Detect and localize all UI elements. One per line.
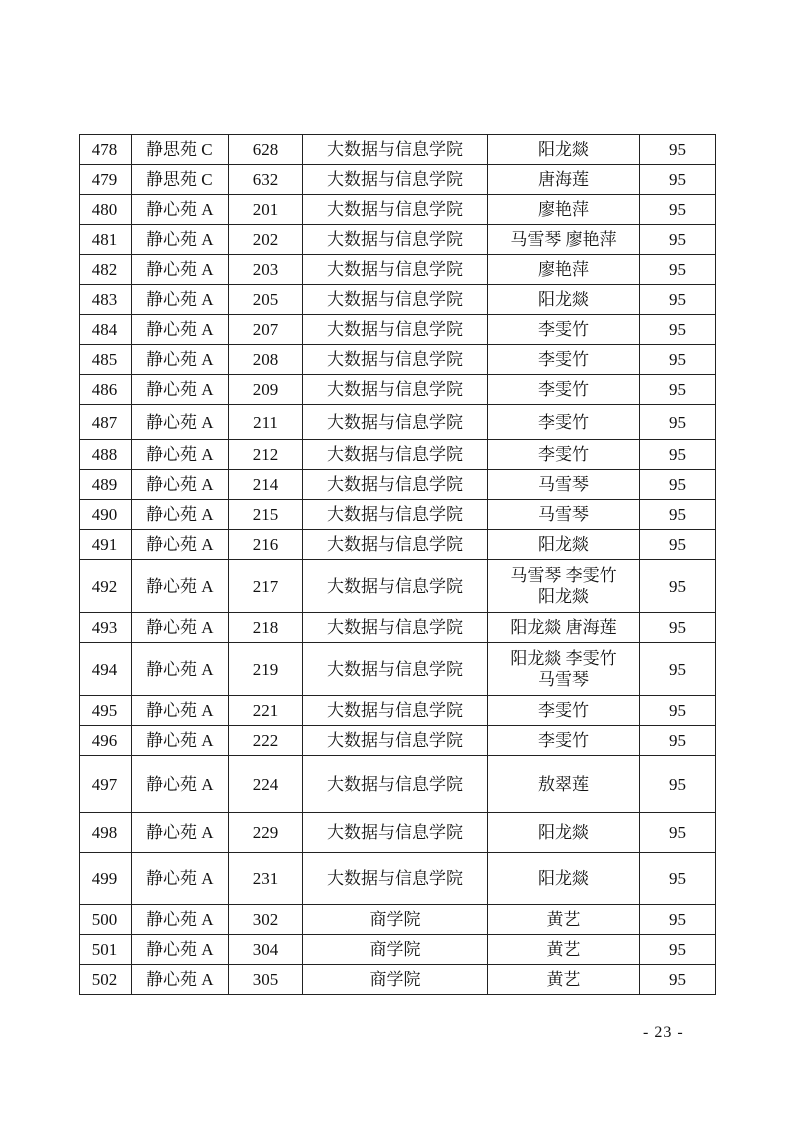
responsible-person-line: 敖翠莲 [538, 774, 589, 794]
table-row [80, 935, 716, 965]
table-row [80, 530, 716, 560]
responsible-person-line: 李雯竹 [538, 701, 589, 720]
building-cell: 静心苑 A [132, 643, 229, 696]
table-row [80, 560, 716, 613]
college-cell: 大数据与信息学院 [303, 813, 488, 853]
building-cell: 静心苑 A [132, 405, 229, 440]
college-cell: 大数据与信息学院 [303, 195, 488, 225]
room-cell: 217 [229, 560, 303, 613]
building-cell: 静心苑 A [132, 560, 229, 613]
building-cell: 静心苑 A [132, 195, 229, 225]
responsible-person-line: 黄艺 [546, 910, 581, 929]
row-number: 480 [80, 195, 132, 225]
score-cell: 95 [640, 285, 716, 315]
table-row [80, 165, 716, 195]
table-row [80, 905, 716, 935]
college-cell: 大数据与信息学院 [303, 726, 488, 756]
college-cell: 商学院 [303, 905, 488, 935]
building-cell: 静思苑 C [132, 135, 229, 165]
responsible-person-cell [488, 135, 640, 165]
table-row [80, 696, 716, 726]
room-cell: 209 [229, 375, 303, 405]
room-cell: 231 [229, 853, 303, 905]
college-cell: 大数据与信息学院 [303, 135, 488, 165]
room-cell: 207 [229, 315, 303, 345]
row-number: 496 [80, 726, 132, 756]
room-cell: 203 [229, 255, 303, 285]
score-cell: 95 [640, 315, 716, 345]
room-cell: 628 [229, 135, 303, 165]
room-cell: 229 [229, 813, 303, 853]
table-row [80, 853, 716, 905]
college-cell: 大数据与信息学院 [303, 500, 488, 530]
row-number: 489 [80, 470, 132, 500]
table-row [80, 225, 716, 255]
row-number: 484 [80, 315, 132, 345]
college-cell: 商学院 [303, 965, 488, 995]
college-cell: 大数据与信息学院 [303, 405, 488, 440]
responsible-person-cell [488, 405, 640, 440]
building-cell: 静心苑 A [132, 345, 229, 375]
table-row [80, 405, 716, 440]
row-number: 492 [80, 560, 132, 613]
row-number: 479 [80, 165, 132, 195]
score-cell: 95 [640, 905, 716, 935]
college-cell: 大数据与信息学院 [303, 470, 488, 500]
table-row [80, 440, 716, 470]
room-cell: 218 [229, 613, 303, 643]
row-number: 490 [80, 500, 132, 530]
table-row [80, 813, 716, 853]
table-row [80, 345, 716, 375]
room-cell: 304 [229, 935, 303, 965]
building-cell: 静心苑 A [132, 935, 229, 965]
table-row [80, 315, 716, 345]
responsible-person-cell [488, 375, 640, 405]
building-cell: 静心苑 A [132, 255, 229, 285]
building-cell: 静心苑 A [132, 853, 229, 905]
room-cell: 305 [229, 965, 303, 995]
score-cell: 95 [640, 643, 716, 696]
building-cell: 静思苑 C [132, 165, 229, 195]
room-cell: 632 [229, 165, 303, 195]
responsible-person-cell [488, 643, 640, 696]
responsible-person-cell [488, 853, 640, 905]
score-cell: 95 [640, 530, 716, 560]
responsible-person-cell [488, 560, 640, 613]
row-number: 481 [80, 225, 132, 255]
responsible-person-cell [488, 440, 640, 470]
responsible-person-line: 黄艺 [546, 970, 581, 989]
responsible-person-line: 阳龙燚 [538, 535, 589, 554]
responsible-person-cell [488, 935, 640, 965]
score-cell: 95 [640, 726, 716, 756]
building-cell: 静心苑 A [132, 375, 229, 405]
college-cell: 大数据与信息学院 [303, 696, 488, 726]
score-cell: 95 [640, 560, 716, 613]
responsible-person-cell [488, 613, 640, 643]
responsible-person-cell [488, 500, 640, 530]
score-cell: 95 [640, 500, 716, 530]
score-cell: 95 [640, 440, 716, 470]
responsible-person-line: 马雪琴 [538, 505, 589, 524]
college-cell: 大数据与信息学院 [303, 560, 488, 613]
row-number: 498 [80, 813, 132, 853]
responsible-person-cell [488, 965, 640, 995]
room-cell: 212 [229, 440, 303, 470]
responsible-person-line: 黄艺 [546, 940, 581, 959]
row-number: 491 [80, 530, 132, 560]
responsible-person-cell [488, 905, 640, 935]
building-cell: 静心苑 A [132, 965, 229, 995]
table-row [80, 500, 716, 530]
responsible-person-cell [488, 285, 640, 315]
building-cell: 静心苑 A [132, 613, 229, 643]
responsible-person-line: 李雯竹 [538, 320, 589, 339]
row-number: 497 [80, 756, 132, 813]
table-row [80, 643, 716, 696]
college-cell: 大数据与信息学院 [303, 530, 488, 560]
responsible-person-cell [488, 756, 640, 813]
responsible-person-line: 李雯竹 [538, 412, 589, 432]
row-number: 488 [80, 440, 132, 470]
table-row [80, 965, 716, 995]
row-number: 482 [80, 255, 132, 285]
dormitory-score-table [79, 134, 716, 995]
responsible-person-line: 廖艳萍 [538, 200, 589, 219]
building-cell: 静心苑 A [132, 756, 229, 813]
score-cell: 95 [640, 345, 716, 375]
row-number: 483 [80, 285, 132, 315]
responsible-person-line: 阳龙燚 唐海莲 [510, 618, 617, 637]
score-cell: 95 [640, 965, 716, 995]
building-cell: 静心苑 A [132, 500, 229, 530]
college-cell: 大数据与信息学院 [303, 853, 488, 905]
table-row [80, 135, 716, 165]
responsible-person-cell [488, 255, 640, 285]
responsible-person-cell [488, 315, 640, 345]
room-cell: 205 [229, 285, 303, 315]
college-cell: 大数据与信息学院 [303, 165, 488, 195]
responsible-person-line: 阳龙燚 [538, 823, 589, 842]
room-cell: 216 [229, 530, 303, 560]
score-cell: 95 [640, 853, 716, 905]
row-number: 499 [80, 853, 132, 905]
room-cell: 224 [229, 756, 303, 813]
table-row [80, 470, 716, 500]
score-cell: 95 [640, 405, 716, 440]
responsible-person-line: 阳龙燚 [538, 869, 589, 888]
building-cell: 静心苑 A [132, 225, 229, 255]
room-cell: 202 [229, 225, 303, 255]
responsible-person-line: 阳龙燚 李雯竹 [510, 649, 617, 668]
room-cell: 302 [229, 905, 303, 935]
row-number: 486 [80, 375, 132, 405]
room-cell: 219 [229, 643, 303, 696]
responsible-person-cell [488, 470, 640, 500]
room-cell: 201 [229, 195, 303, 225]
table-row [80, 756, 716, 813]
score-cell: 95 [640, 255, 716, 285]
building-cell: 静心苑 A [132, 696, 229, 726]
table-row [80, 255, 716, 285]
row-number: 501 [80, 935, 132, 965]
building-cell: 静心苑 A [132, 285, 229, 315]
responsible-person-cell [488, 813, 640, 853]
score-cell: 95 [640, 195, 716, 225]
college-cell: 大数据与信息学院 [303, 225, 488, 255]
responsible-person-line: 马雪琴 廖艳萍 [510, 230, 617, 249]
building-cell: 静心苑 A [132, 905, 229, 935]
responsible-person-line: 李雯竹 [538, 380, 589, 399]
row-number: 502 [80, 965, 132, 995]
table-row [80, 195, 716, 225]
college-cell: 大数据与信息学院 [303, 255, 488, 285]
responsible-person-line: 阳龙燚 [538, 290, 589, 309]
responsible-person-line: 阳龙燚 [538, 587, 589, 606]
room-cell: 221 [229, 696, 303, 726]
score-cell: 95 [640, 756, 716, 813]
score-cell: 95 [640, 613, 716, 643]
college-cell: 大数据与信息学院 [303, 315, 488, 345]
table-row [80, 726, 716, 756]
responsible-person-cell [488, 530, 640, 560]
college-cell: 大数据与信息学院 [303, 643, 488, 696]
college-cell: 大数据与信息学院 [303, 440, 488, 470]
responsible-person-cell [488, 225, 640, 255]
page-number: - 23 - [643, 1024, 684, 1041]
responsible-person-line: 马雪琴 [538, 475, 589, 494]
building-cell: 静心苑 A [132, 726, 229, 756]
building-cell: 静心苑 A [132, 813, 229, 853]
score-cell: 95 [640, 470, 716, 500]
row-number: 495 [80, 696, 132, 726]
responsible-person-line: 李雯竹 [538, 731, 589, 750]
building-cell: 静心苑 A [132, 440, 229, 470]
responsible-person-line: 阳龙燚 [538, 140, 589, 159]
college-cell: 商学院 [303, 935, 488, 965]
table-row [80, 613, 716, 643]
room-cell: 211 [229, 405, 303, 440]
table-body [80, 135, 716, 995]
row-number: 500 [80, 905, 132, 935]
row-number: 487 [80, 405, 132, 440]
responsible-person-line: 李雯竹 [538, 350, 589, 369]
responsible-person-line: 马雪琴 李雯竹 [510, 566, 617, 585]
room-cell: 214 [229, 470, 303, 500]
score-cell: 95 [640, 135, 716, 165]
responsible-person-line: 李雯竹 [538, 445, 589, 464]
room-cell: 208 [229, 345, 303, 375]
responsible-person-cell [488, 696, 640, 726]
row-number: 485 [80, 345, 132, 375]
college-cell: 大数据与信息学院 [303, 345, 488, 375]
building-cell: 静心苑 A [132, 315, 229, 345]
room-cell: 222 [229, 726, 303, 756]
responsible-person-line: 廖艳萍 [538, 260, 589, 279]
score-cell: 95 [640, 165, 716, 195]
responsible-person-cell [488, 726, 640, 756]
responsible-person-cell [488, 345, 640, 375]
room-cell: 215 [229, 500, 303, 530]
responsible-person-line: 马雪琴 [538, 670, 589, 689]
responsible-person-line: 唐海莲 [538, 170, 589, 189]
table-row [80, 375, 716, 405]
building-cell: 静心苑 A [132, 530, 229, 560]
college-cell: 大数据与信息学院 [303, 285, 488, 315]
score-cell: 95 [640, 813, 716, 853]
score-cell: 95 [640, 696, 716, 726]
college-cell: 大数据与信息学院 [303, 613, 488, 643]
score-cell: 95 [640, 935, 716, 965]
row-number: 478 [80, 135, 132, 165]
row-number: 494 [80, 643, 132, 696]
row-number: 493 [80, 613, 132, 643]
responsible-person-cell [488, 195, 640, 225]
college-cell: 大数据与信息学院 [303, 756, 488, 813]
score-cell: 95 [640, 375, 716, 405]
responsible-person-cell [488, 165, 640, 195]
score-cell: 95 [640, 225, 716, 255]
college-cell: 大数据与信息学院 [303, 375, 488, 405]
table-row [80, 285, 716, 315]
building-cell: 静心苑 A [132, 470, 229, 500]
